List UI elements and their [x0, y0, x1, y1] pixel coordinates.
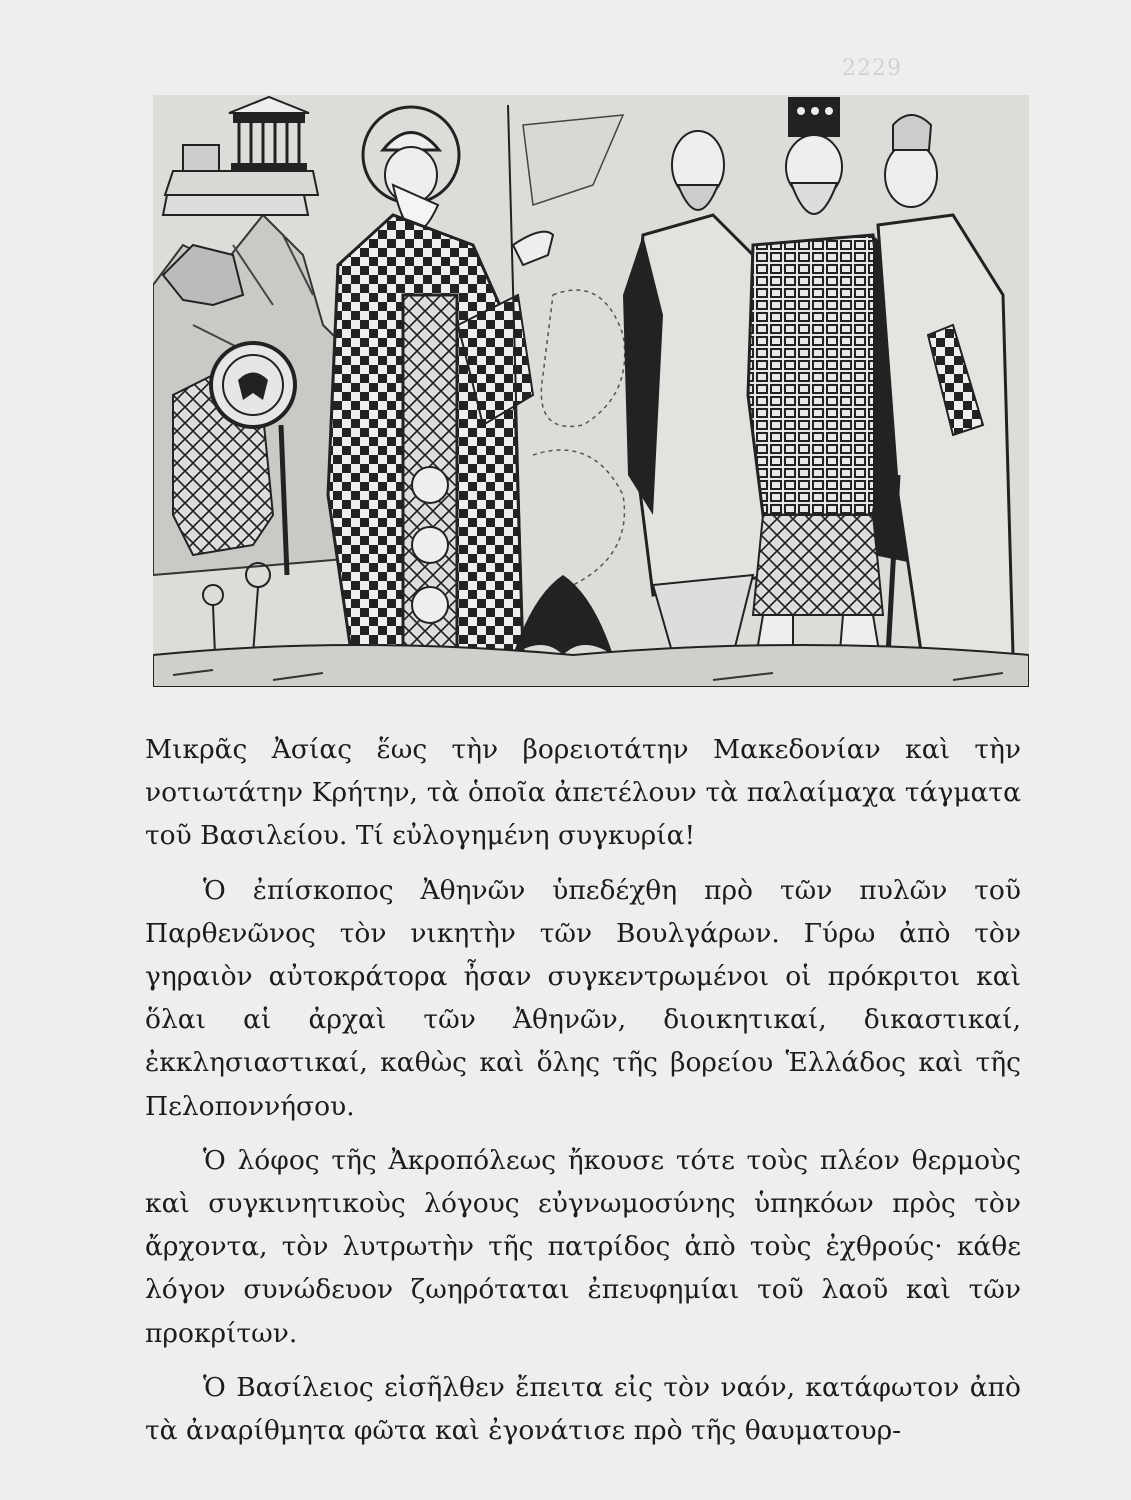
paragraph-1: Μικρᾶς Ἀσίας ἕως τὴν βορειοτάτην Μακεδονίαν καὶ τὴν νοτιωτάτην Κρήτην, τὰ ὁποῖα ἀπετέλουν τὰ παλαίμαχα τάγματα τοῦ Βασιλείου. Τί εὐλογημένη συγκυρία!: [145, 734, 1021, 852]
acropolis-drawing: [163, 97, 318, 215]
page-number-bleedthrough: 2229: [842, 56, 902, 81]
body-text: [145, 728, 1021, 1463]
bishop-figure: [328, 107, 553, 687]
flowers-drawing: [203, 563, 270, 655]
paragraph-2: Ὁ ἐπίσκοπος Ἀθηνῶν ὑπεδέχθη πρὸ τῶν πυλῶν τοῦ Παρθενῶνος τὸν νικητὴν τῶν Βουλγάρων. Γύρω ἀπὸ τὸν γηραιὸν αὐτοκράτορα ἦσαν συγκεντρωμένοι οἱ πρόκριτοι καὶ ὅλαι αἱ ἀρχαὶ τῶν Ἀθηνῶν, διοικητικαί, δικαστικαί, ἐκκλησιαστικαί, καθὼς καὶ ὅλης τῆς βορείου Ἑλλάδος καὶ τῆς Πελοποννήσου.: [145, 874, 1021, 1122]
paragraph-3: Ὁ λόφος τῆς Ἀκροπόλεως ἤκουσε τότε τοὺς πλέον θερμοὺς καὶ συγκινητικοὺς λόγους εὐγνωμοσύνης ὑπηκόων πρὸς τὸν ἄρχοντα, τὸν λυτρωτὴν τῆς πατρίδος ἀπὸ τοὺς ἐχθρούς· κάθε λόγον συνώδευον ζωηρόταται ἐπευφημίαι τοῦ λαοῦ καὶ τῶν προκρίτων.: [145, 1144, 1021, 1349]
woodcut-illustration: [153, 95, 1029, 687]
paragraph-4: Ὁ Βασίλειος εἰσῆλθεν ἔπειτα εἰς τὸν ναόν, κατάφωτον ἀπὸ τὰ ἀναρίθμητα φῶτα καὶ ἐγονάτισε πρὸ τῆς θαυματουρ-: [145, 1371, 1021, 1447]
nobleman-figure-2: [878, 115, 1013, 680]
illustration-svg: [153, 95, 1029, 687]
